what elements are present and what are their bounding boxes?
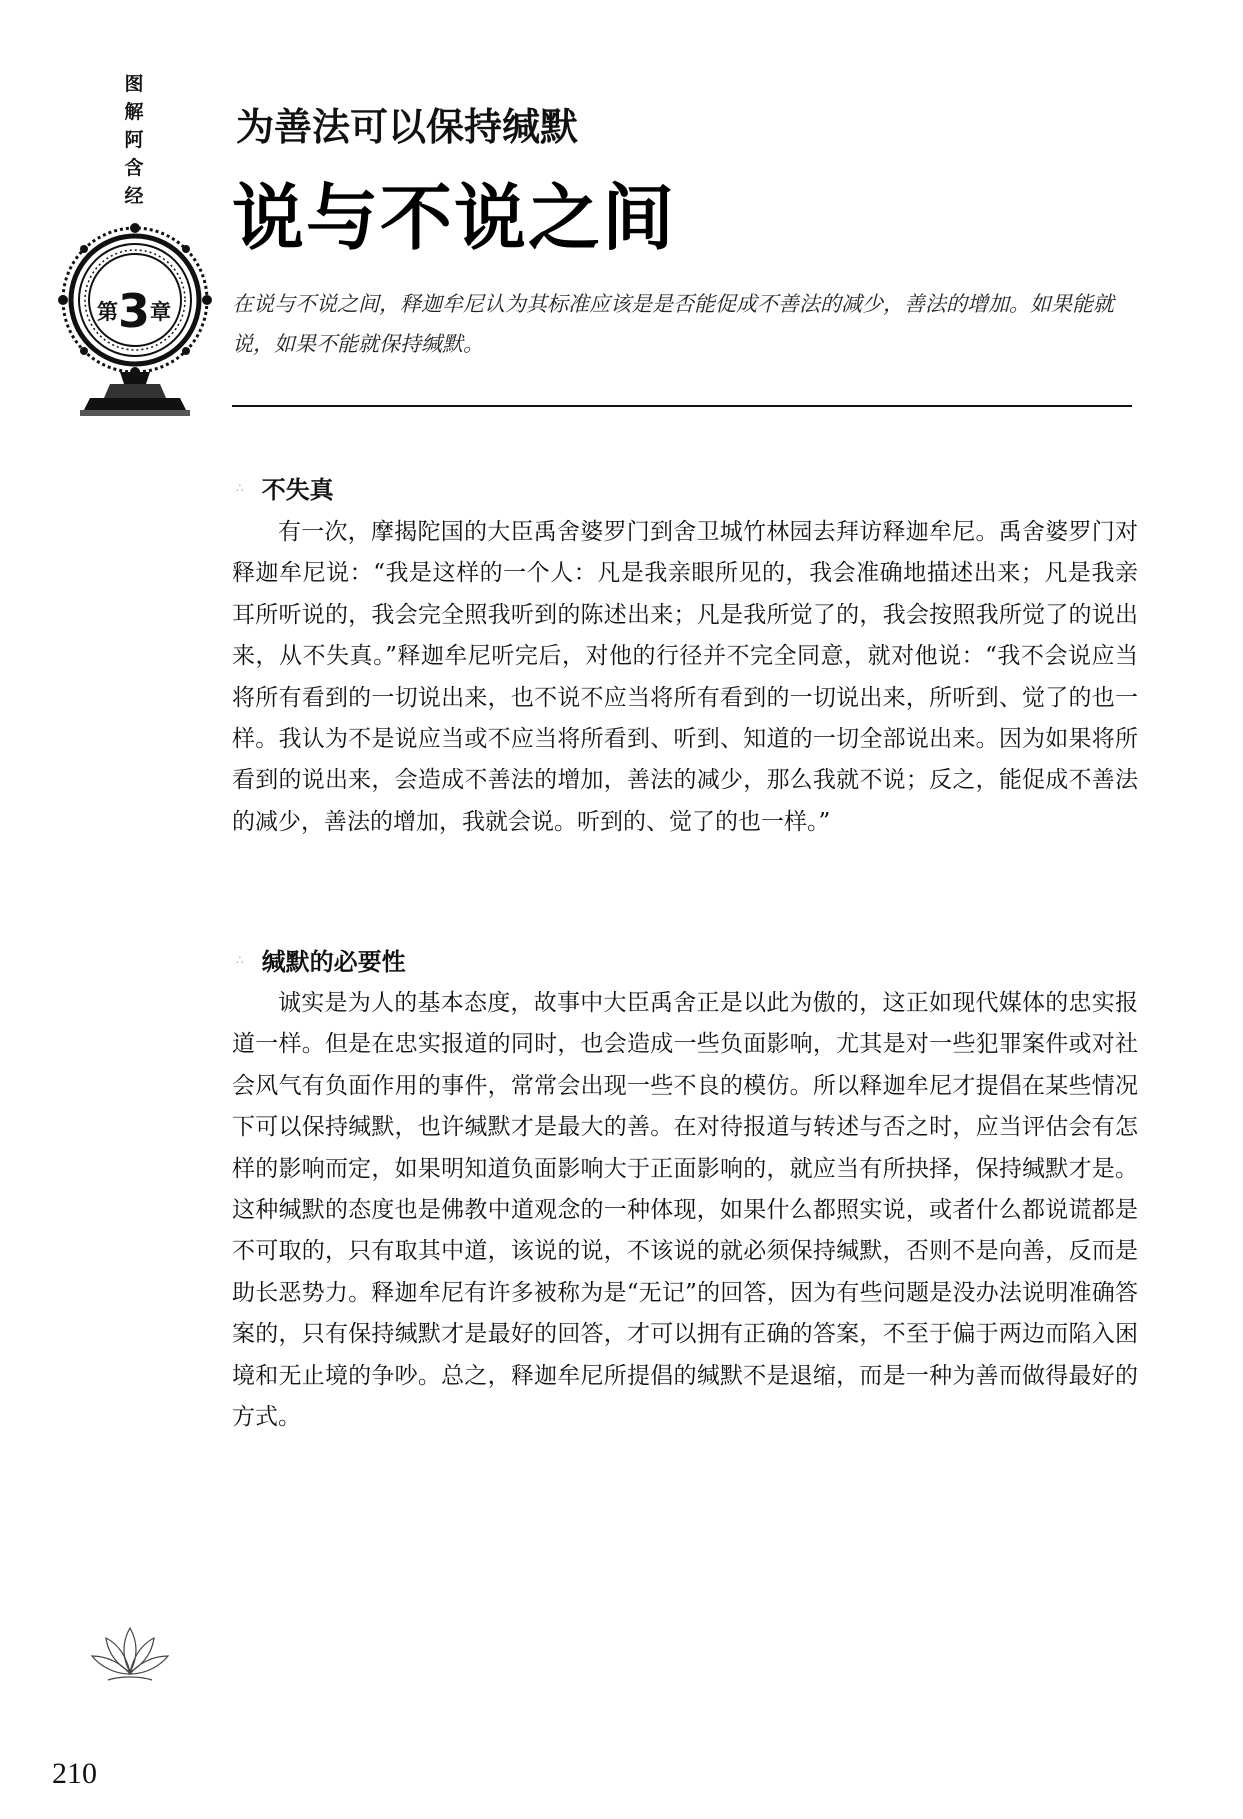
lotus-flower-icon [88, 1622, 172, 1686]
intro-text: 在说与不说之间，释迦牟尼认为其标准应该是是否能促成不善法的减少，善法的增加。如果能就说，如果不能就保持缄默。 [232, 292, 1114, 356]
book-title-vertical [118, 70, 150, 210]
chapter-badge [79, 284, 189, 338]
book-title-char: 经 [124, 185, 144, 207]
section-paragraph: 有一次，摩揭陀国的大臣禹舍婆罗门到舍卫城竹林园去拜访释迦牟尼。禹舍婆罗门对释迦牟尼说：“我是这样的一个人：凡是我亲眼所见的，我会准确地描述出来；凡是我亲耳所听说的，我会完全照我听到的陈述出来；凡是我所觉了的，我会按照我所觉了的说出来，从不失真。”释迦牟尼听完后，对他的行径并不完全同意，就对他说：“我不会说应当将所有看到的一切说出来，也不说不应当将所有看到的一切说出来，所听到、觉了的也一样。我认为不是说应当或不应当将所看到、听到、知道的一切全部说出来。因为如果将所看到的说出来，会造成不善法的增加，善法的减少，那么我就不说；反之，能促成不善法的减少，善法的增加，我就会说。听到的、觉了的也一样。” [232, 519, 1138, 835]
page-number: 210 [52, 1757, 97, 1790]
section-heading [236, 470, 334, 505]
section-paragraph: 诚实是为人的基本态度，故事中大臣禹舍正是以此为傲的，这正如现代媒体的忠实报道一样。但是在忠实报道的同时，也会造成一些负面影响，尤其是对一些犯罪案件或对社会风气有负面作用的事件，常常会出现一些不良的模仿。所以释迦牟尼才提倡在某些情况下可以保持缄默，也许缄默才是最大的善。在对待报道与转述与否之时，应当评估会有怎样的影响而定，如果明知道负面影响大于正面影响的，就应当有所抉择，保持缄默才是。这种缄默的态度也是佛教中道观念的一种体现，如果什么都照实说，或者什么都说谎都是不可取的，只有取其中道，该说的说，不该说的就必须保持缄默，否则不是向善，反而是助长恶势力。释迦牟尼有许多被称为是“无记”的回答，因为有些问题是没办法说明准确答案的，只有保持缄默才是最好的回答，才可以拥有正确的答案，不至于偏于两边而陷入困境和无止境的争吵。总之，释迦牟尼所提倡的缄默不是退缩，而是一种为善而做得最好的方式。 [232, 990, 1138, 1431]
book-title-char: 图 [124, 73, 144, 95]
chapter-prefix: 第 [96, 300, 118, 324]
divider [232, 405, 1132, 407]
dotted-marker-icon: ∴ [236, 953, 244, 967]
dotted-marker-icon: ∴ [236, 481, 244, 495]
chapter-suffix: 章 [150, 300, 171, 324]
section-heading [236, 942, 406, 977]
section-heading-label: 不失真 [261, 476, 334, 504]
book-title-char: 解 [124, 101, 144, 123]
section-heading-label: 缄默的必要性 [261, 948, 406, 976]
chapter-number: 3 [117, 284, 150, 338]
page-subtitle: 为善法可以保持缄默 [236, 105, 579, 149]
book-title-char: 阿 [124, 129, 144, 151]
page-title: 说与不说之间 [232, 175, 677, 260]
book-title-char: 含 [124, 157, 144, 179]
